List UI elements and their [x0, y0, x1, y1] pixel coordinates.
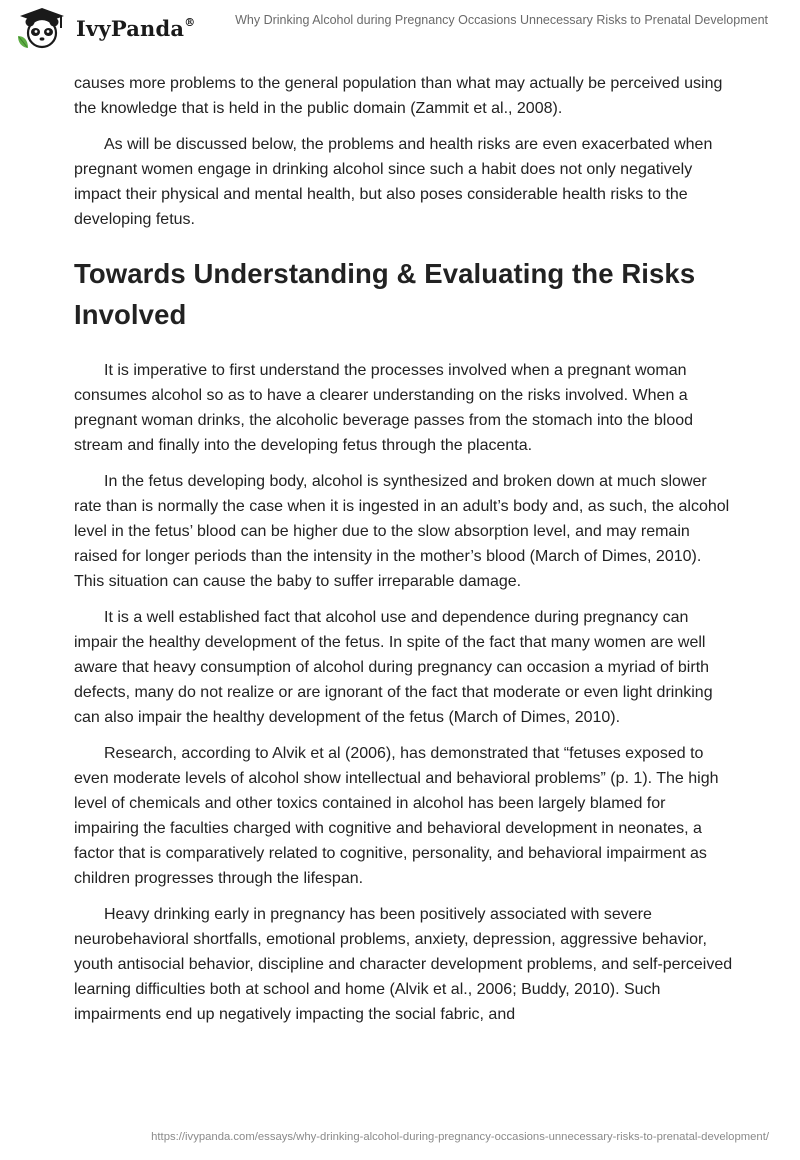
document-title: Why Drinking Alcohol during Pregnancy Occasions Unnecessary Risks to Prenatal Development [235, 13, 768, 27]
ivypanda-logo[interactable] [14, 6, 195, 50]
panda-graduate-icon [14, 6, 70, 50]
source-url[interactable]: https://ivypanda.com/essays/why-drinking-alcohol-during-pregnancy-occasions-unnecessary-risks-to-prenatal-development/ [151, 1131, 769, 1143]
essay-content [74, 71, 734, 1038]
paragraph: It is imperative to first understand the processes involved when a pregnant woman consumes alcohol so as to have a clearer understanding on the risks involved. When a pregnant woman drinks, the alcoholic beverage passes from the stomach into the blood stream and finally into the developing fetus through the placenta. [74, 362, 694, 454]
page-header [0, 0, 800, 62]
brand-name: IvyPanda® [76, 15, 196, 41]
paragraph: In the fetus developing body, alcohol is synthesized and broken down at much slower rate than is normally the case when it is ingested in an adult’s body and, as such, the alcohol level in the fetus’ blood can be higher due to the slow absorption level, and may remain raised for longer periods than the intensity in the mother’s blood (March of Dimes, 2010). This situation can cause the baby to suffer irreparable damage. [74, 473, 730, 590]
paragraph: As will be discussed below, the problems and health risks are even exacerbated when pregnant women engage in drinking alcohol since such a habit does not only negatively impact their physical and mental health, but also poses considerable health risks to the developing fetus. [74, 136, 713, 228]
paragraph: Research, according to Alvik et al (2006), has demonstrated that “fetuses exposed to even moderate levels of alcohol show intellectual and behavioral problems” (p. 1). The high level of chemicals and other toxics contained in alcohol has been largely blamed for impairing the faculties charged with cognitive and behavioral development in neonates, a factor that is comparatively related to cognitive, personality, and behavioral impairment as children progresses through the lifespan. [74, 745, 719, 887]
paragraph: Heavy drinking early in pregnancy has been positively associated with severe neurobehavioral shortfalls, emotional problems, anxiety, depression, aggressive behavior, youth antisocial behavior, discipline and character development problems, and self-perceived learning difficulties both at school and home (Alvik et al., 2006; Buddy, 2010). Such impairments end up negatively impacting the social fabric, and [74, 906, 733, 1023]
section-heading: Towards Understanding & Evaluating the Risks Involved [74, 258, 696, 330]
paragraph-continued: causes more problems to the general population than what may actually be perceived using the knowledge that is held in the public domain (Zammit et al., 2008). [74, 75, 723, 117]
paragraph: It is a well established fact that alcohol use and dependence during pregnancy can impair the healthy development of the fetus. In spite of the fact that many women are well aware that heavy consumption of alcohol during pregnancy can occasion a myriad of birth defects, many do not realize or are ignorant of the fact that moderate or even light drinking can also impair the healthy development of the fetus (March of Dimes, 2010). [74, 609, 713, 726]
